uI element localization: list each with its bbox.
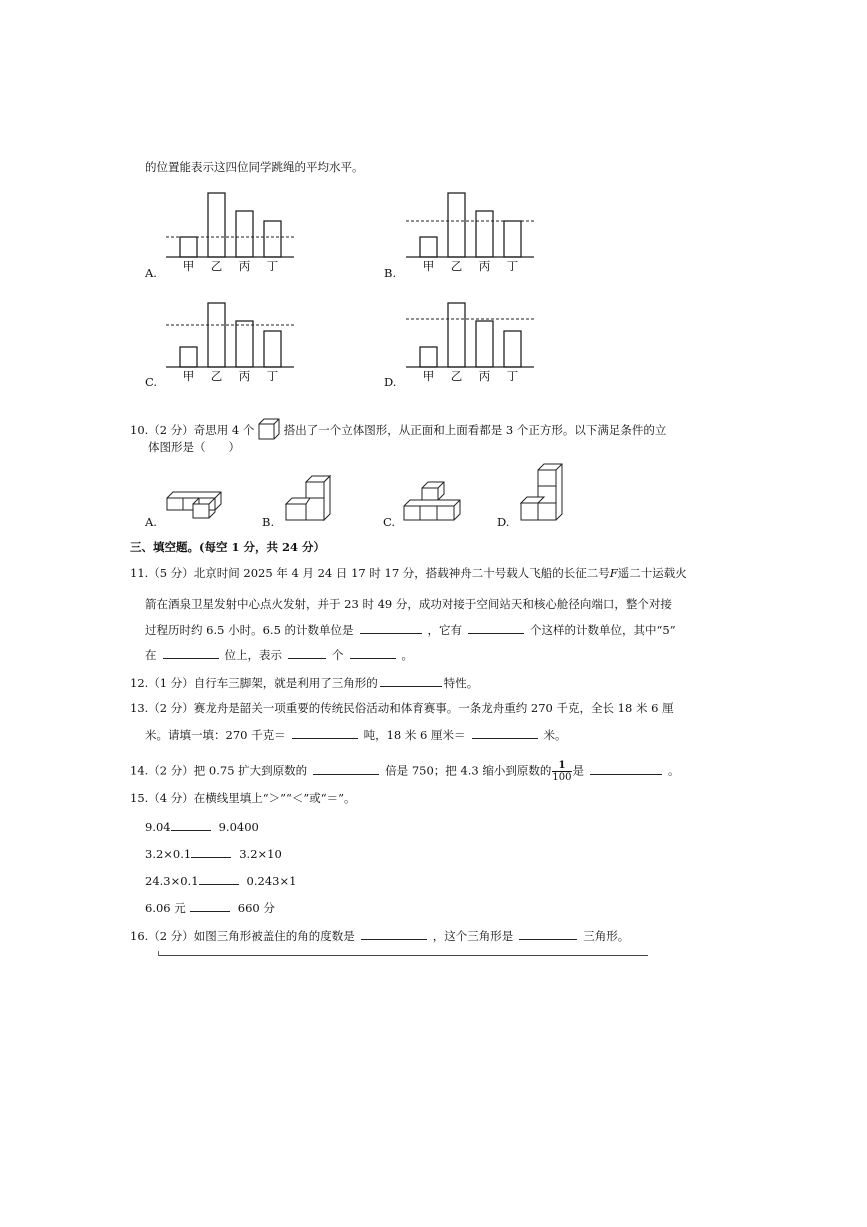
q11-line1 <box>130 566 687 580</box>
intro-text: 的位置能表示这四位同学跳绳的平均水平。 <box>145 160 364 174</box>
q11-line3 <box>145 622 676 637</box>
q15-row-3-blank[interactable] <box>199 873 239 885</box>
q11-blank-unit[interactable] <box>360 622 422 634</box>
q11-blank-unit2[interactable] <box>350 647 396 659</box>
q11-text-3b: ，它有 <box>427 623 463 637</box>
q15-row-4-blank[interactable] <box>190 900 230 912</box>
bar-label-3: 丙 <box>238 369 251 383</box>
bar-1 <box>180 347 197 367</box>
q14-fraction <box>552 760 571 783</box>
bar-3 <box>476 321 493 367</box>
bar-label-3: 丙 <box>238 259 251 273</box>
q10-line1 <box>130 418 666 440</box>
bar-3 <box>476 211 493 257</box>
bar-label-3: 丙 <box>478 369 491 383</box>
q10-option-a-label: A. <box>145 515 157 529</box>
q15-row-4-left: 6.06 元 <box>145 901 186 915</box>
q14-text-b: 倍是 750；把 4.3 缩小到原数的 <box>385 763 552 778</box>
q11-line4 <box>145 647 413 662</box>
bar-label-4: 丁 <box>266 259 279 273</box>
bar-2 <box>448 193 465 257</box>
q13-blank-meter[interactable] <box>472 727 538 739</box>
cover-line-mark <box>158 951 164 956</box>
bar-1 <box>420 347 437 367</box>
cube-icon <box>258 418 280 440</box>
option-a-label: A. <box>145 266 157 280</box>
q10-option-b-label: B. <box>262 515 275 529</box>
q15-row-1-blank[interactable] <box>171 819 211 831</box>
bar-3 <box>236 211 253 257</box>
option-d-chart <box>400 295 540 387</box>
q10-option-b-figure <box>282 474 332 522</box>
q14-text-a: 14.（2 分）把 0.75 扩大到原数的 <box>130 763 308 778</box>
cover-line <box>158 955 648 956</box>
bar-2 <box>448 303 465 367</box>
q12-text-b: 特性。 <box>443 676 479 690</box>
q15-row-3-right: 0.243×1 <box>246 874 297 888</box>
bar-label-3: 丙 <box>478 259 491 273</box>
q11-text-3a: 过程历时约 6.5 小时。6.5 的计数单位是 <box>145 623 354 637</box>
option-c-label: C. <box>145 375 158 389</box>
q15-row-2-blank[interactable] <box>191 846 231 858</box>
q16-text-b: ，这个三角形是 <box>432 929 514 943</box>
q15-row-1-left: 9.04 <box>145 820 171 834</box>
bar-1 <box>180 237 197 257</box>
q15-row-3-left: 24.3×0.1 <box>145 874 199 888</box>
bar-label-2: 乙 <box>210 369 223 383</box>
q15-row-1 <box>145 819 259 834</box>
q11-blank-count[interactable] <box>468 622 524 634</box>
q10-option-d-label: D. <box>497 515 510 529</box>
q11-rocket-letter: F <box>609 566 618 580</box>
option-a-chart <box>160 185 300 277</box>
option-b-chart <box>400 185 540 277</box>
bar-label-2: 乙 <box>450 369 463 383</box>
q11-line2: 箭在酒泉卫星发射中心点火发射，并于 23 时 49 分，成功对接于空间站天和核心舱径向端口，整个对接 <box>145 597 672 611</box>
bar-label-2: 乙 <box>210 259 223 273</box>
q11-text-3c: 个这样的计数单位，其中“5” <box>530 623 676 637</box>
q14-blank-times[interactable] <box>313 763 379 775</box>
q13-line2 <box>145 727 567 742</box>
bar-label-1: 甲 <box>422 369 435 383</box>
q13-text-a: 米。请填一填：270 千克＝ <box>145 728 286 742</box>
q15-row-3 <box>145 873 296 888</box>
q15-row-4 <box>145 900 275 915</box>
q14-text-c: 是 <box>572 763 584 778</box>
q10-line2: 体图形是（ ） <box>148 440 240 454</box>
q15-row-4-right: 660 分 <box>237 901 275 915</box>
option-c-chart <box>160 295 300 387</box>
option-b-label: B. <box>384 266 397 280</box>
bar-label-4: 丁 <box>266 369 279 383</box>
bar-label-4: 丁 <box>506 259 519 273</box>
q13-blank-ton[interactable] <box>292 727 358 739</box>
q10-option-a-figure <box>165 490 227 522</box>
q16-blank-angle[interactable] <box>361 928 427 940</box>
q16-text-a: 16.（2 分）如图三角形被盖住的角的度数是 <box>130 929 355 943</box>
bar-label-2: 乙 <box>450 259 463 273</box>
q10-option-d-figure <box>518 462 566 522</box>
q13-text-b: 吨，18 米 6 厘米＝ <box>363 728 466 742</box>
bar-1 <box>420 237 437 257</box>
q11-blank-amount[interactable] <box>288 647 326 659</box>
q10-text-a: 10.（2 分）奇思用 4 个 <box>130 423 255 437</box>
q11-text-1-end: 遥二十运载火 <box>617 566 687 580</box>
q10-option-c-label: C. <box>383 515 396 529</box>
q15-row-2-right: 3.2×10 <box>239 847 282 861</box>
q10-text-b: 搭出了一个立体图形，从正面和上面看都是 3 个正方形。以下满足条件的立 <box>283 423 667 437</box>
q15-row-2-left: 3.2×0.1 <box>145 847 192 861</box>
bar-label-1: 甲 <box>182 259 195 273</box>
q16-line <box>130 928 629 943</box>
q15-row-2 <box>145 846 282 861</box>
q11-text-1: 11.（5 分）北京时间 2025 年 4 月 24 日 17 时 17 分，搭载神舟二十号载人飞船的长征二号 <box>130 566 610 580</box>
fraction-numerator: 1 <box>552 760 571 772</box>
bar-4 <box>504 221 521 257</box>
bar-label-1: 甲 <box>422 259 435 273</box>
q14-line <box>130 760 680 783</box>
section-heading: 三、填空题。(每空 1 分，共 24 分） <box>130 540 325 554</box>
fraction-denominator: 100 <box>552 772 572 783</box>
q12-line <box>130 675 478 690</box>
bar-3 <box>236 321 253 367</box>
bar-label-4: 丁 <box>506 369 519 383</box>
q11-blank-place[interactable] <box>163 647 219 659</box>
q12-blank[interactable] <box>380 675 442 687</box>
q10-option-c-figure <box>402 480 464 522</box>
bar-4 <box>504 331 521 367</box>
q11-text-4c: 个 <box>332 648 344 662</box>
q12-text-a: 12.（1 分）自行车三脚架，就是利用了三角形的 <box>130 676 378 690</box>
q11-text-4b: 位上，表示 <box>224 648 282 662</box>
q13-text-c: 米。 <box>543 728 567 742</box>
q16-blank-type[interactable] <box>519 928 577 940</box>
q11-text-4d: 。 <box>401 648 413 662</box>
q14-text-d: 。 <box>668 763 680 778</box>
q15-row-1-right: 9.0400 <box>218 820 259 834</box>
bar-label-1: 甲 <box>182 369 195 383</box>
bar-2 <box>208 193 225 257</box>
bar-4 <box>264 221 281 257</box>
q11-text-4a: 在 <box>145 648 157 662</box>
q15-title: 15.（4 分）在横线里填上“＞”“＜”或“＝”。 <box>130 791 356 805</box>
q14-blank-result[interactable] <box>590 763 662 775</box>
bar-4 <box>264 331 281 367</box>
q16-text-c: 三角形。 <box>583 929 630 943</box>
q13-line1: 13.（2 分）赛龙舟是韶关一项重要的传统民俗活动和体育赛事。一条龙舟重约 270 千克，全长 18 米 6 厘 <box>130 701 674 715</box>
option-d-label: D. <box>384 375 397 389</box>
bar-2 <box>208 303 225 367</box>
